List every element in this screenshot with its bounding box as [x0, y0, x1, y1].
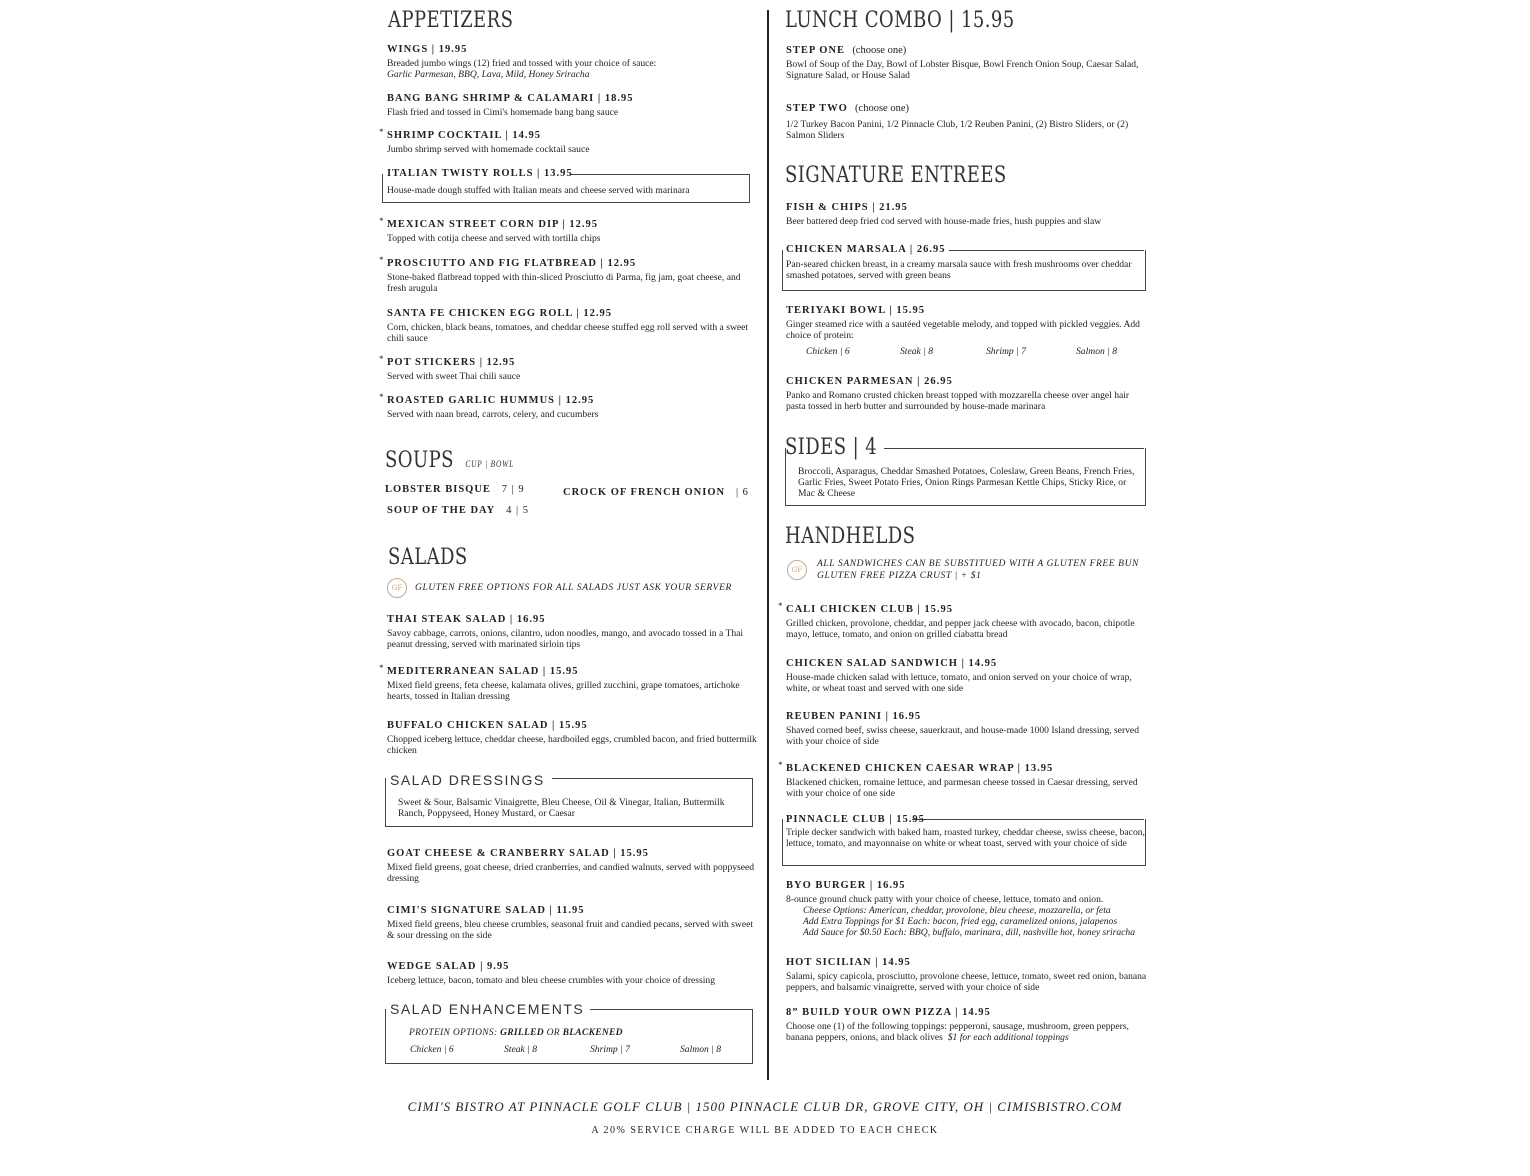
item-name: CALI CHICKEN CLUB | 15.95 — [786, 604, 954, 615]
menu-item — [786, 304, 1148, 341]
gluten-free-bun-note: ALL SANDWICHES CAN BE SUBSTITUED WITH A GLUTEN FREE BUN — [817, 559, 1139, 569]
column-divider — [767, 10, 769, 1080]
grilled-label: GRILLED — [500, 1028, 544, 1038]
gluten-free-crust-note: GLUTEN FREE PIZZA CRUST | + $1 — [817, 571, 982, 581]
menu-item — [379, 216, 759, 244]
item-name: FISH & CHIPS | 21.95 — [786, 202, 908, 213]
protein-option: Salmon | 8 — [680, 1044, 722, 1055]
menu-item — [786, 375, 1148, 412]
menu-item — [387, 719, 759, 756]
signature-entrees-title: SIGNATURE ENTREES — [785, 163, 1007, 188]
item-desc: Served with sweet Thai chili sauce — [387, 371, 521, 382]
item-name: BUFFALO CHICKEN SALAD | 15.95 — [387, 720, 588, 731]
menu-item — [786, 657, 1148, 694]
footer-service-charge: A 20% SERVICE CHARGE WILL BE ADDED TO EACH CHECK — [591, 1125, 939, 1136]
item-name: ITALIAN TWISTY ROLLS | 13.95 — [387, 168, 573, 179]
menu-item — [786, 1006, 1148, 1043]
item-marker: * — [379, 392, 384, 402]
item-desc: Savoy cabbage, carrots, onions, cilantro, udon noodles, mango, and avocado tossed in a Thai peanut dressing, served with marinated sirloin tips — [387, 628, 744, 650]
menu-item — [786, 813, 1148, 849]
protein-option: Steak | 8 — [504, 1044, 538, 1055]
menu-item — [387, 960, 759, 986]
item-name: MEDITERRANEAN SALAD | 15.95 — [387, 666, 579, 677]
item-name: SHRIMP COCKTAIL | 14.95 — [387, 130, 542, 141]
salad-enhancements-title: SALAD ENHANCEMENTS — [390, 1001, 585, 1017]
item-desc: Breaded jumbo wings (12) fried and tossed with your choice of sauce: — [387, 58, 657, 69]
item-name: CIMI'S SIGNATURE SALAD | 11.95 — [387, 905, 585, 916]
item-marker: * — [778, 760, 783, 770]
item-desc: Ginger steamed rice with a sautéed vegetable melody, and topped with pickled veggies. Add choice of protein: — [786, 319, 1140, 341]
menu-item — [387, 92, 759, 118]
item-desc: Panko and Romano crusted chicken breast topped with mozzarella cheese over angel hair pasta tossed in herb butter and surrounded by house-made marinara — [786, 390, 1130, 412]
menu-item — [387, 167, 759, 196]
gluten-free-note: GLUTEN FREE OPTIONS FOR ALL SALADS JUST ASK YOUR SERVER — [415, 583, 732, 593]
lunch-step — [786, 44, 1148, 81]
item-name: PROSCIUTTO AND FIG FLATBREAD | 12.95 — [387, 258, 637, 269]
item-name: CHICKEN MARSALA | 26.95 — [786, 244, 946, 255]
menu-item — [387, 613, 759, 650]
protein-options-label — [409, 1027, 623, 1039]
step-label: STEP ONE — [786, 45, 846, 56]
protein-option: Shrimp | 7 — [590, 1044, 630, 1055]
soup-price: 7 | 9 — [501, 484, 525, 495]
gluten-free-icon: GF — [787, 560, 807, 580]
item-desc: Beer battered deep fried cod served with house-made fries, hush puppies and slaw — [786, 216, 1102, 227]
soup-name: SOUP OF THE DAY — [387, 505, 496, 516]
salad-protein-row — [410, 1044, 750, 1056]
protein-option: Shrimp | 7 — [986, 346, 1026, 357]
item-desc: Mixed field greens, bleu cheese crumbles, seasonal fruit and candied pecans, served with sweet & sour dressing on the side — [387, 919, 754, 941]
item-desc: Topped with cotija cheese and served with tortilla chips — [387, 233, 601, 244]
dressings-list: Sweet & Sour, Balsamic Vinaigrette, Bleu Cheese, Oil & Vinegar, Italian, Buttermilk Ranch, Poppyseed, Honey Mustard, or Caesar — [398, 797, 725, 819]
sides-title: SIDES | 4 — [785, 435, 878, 460]
cheese-options: Cheese Options: American, cheddar, provolone, bleu cheese, mozzarella, or feta — [803, 905, 1111, 916]
item-marker: * — [379, 354, 384, 364]
item-desc: Iceberg lettuce, bacon, tomato and bleu cheese crumbles with your choice of dressing — [387, 975, 716, 986]
item-desc: House-made dough stuffed with Italian meats and cheese served with marinara — [387, 185, 690, 196]
lunch-step — [786, 102, 1148, 141]
step-sub: (choose one) — [855, 103, 909, 114]
item-name: SANTA FE CHICKEN EGG ROLL | 12.95 — [387, 308, 613, 319]
soup-item — [385, 483, 525, 496]
item-desc: Mixed field greens, feta cheese, kalamata olives, grilled zucchini, grape tomatoes, artichoke hearts, tossed in Italian dressing — [387, 680, 740, 702]
menu-item — [786, 879, 1148, 938]
item-name: CHICKEN SALAD SANDWICH | 14.95 — [786, 658, 998, 669]
item-desc: 8-ounce ground chuck patty with your choice of cheese, lettuce, tomato and onion. — [786, 894, 1104, 905]
blackened-label: BLACKENED — [562, 1028, 623, 1038]
menu-item — [379, 354, 759, 382]
menu-item — [786, 243, 1148, 281]
sides-list: Broccoli, Asparagus, Cheddar Smashed Potatoes, Coleslaw, Green Beans, French Fries, Garlic Fries, Sweet Potato Fries, Onion Rings Parmesan Kettle Chips, Sticky Rice, or Mac & Cheese — [798, 466, 1135, 499]
item-name: WINGS | 19.95 — [387, 44, 468, 55]
item-name: WEDGE SALAD | 9.95 — [387, 961, 510, 972]
protein-option: Chicken | 6 — [806, 346, 850, 357]
soups-size-label: CUP | BOWL — [465, 459, 515, 469]
pizza-desc: Choose one (1) of the following toppings: pepperoni, sausage, mushroom, green peppers, banana peppers, onions, and black olives — [786, 1021, 1129, 1043]
menu-item — [778, 601, 1148, 640]
lunch-combo-title: LUNCH COMBO | 15.95 — [785, 8, 1015, 33]
item-desc: Grilled chicken, provolone, cheddar, and pepper jack cheese with avocado, bacon, chipotle mayo, lettuce, tomato, and onion on grilled ciabatta bread — [786, 618, 1135, 640]
soups-title — [385, 448, 514, 473]
menu-item — [387, 307, 759, 344]
soup-item — [563, 486, 749, 499]
item-name: BANG BANG SHRIMP & CALAMARI | 18.95 — [387, 93, 634, 104]
menu-item — [379, 663, 759, 702]
soup-price: | 6 — [735, 487, 749, 498]
item-marker: * — [778, 601, 783, 611]
entree-protein-row — [806, 346, 1146, 358]
extra-toppings: Add Extra Toppings for $1 Each: bacon, fried egg, caramelized onions, jalapenos — [803, 916, 1118, 927]
item-name: CHICKEN PARMESAN | 26.95 — [786, 376, 953, 387]
item-name: MEXICAN STREET CORN DIP | 12.95 — [387, 219, 599, 230]
soup-name: LOBSTER BISQUE — [385, 484, 491, 495]
item-desc: Flash fried and tossed in Cimi's homemade bang bang sauce — [387, 107, 619, 118]
item-name: 8” BUILD YOUR OWN PIZZA | 14.95 — [786, 1007, 991, 1018]
item-name: ROASTED GARLIC HUMMUS | 12.95 — [387, 395, 595, 406]
step-desc: Bowl of Soup of the Day, Bowl of Lobster Bisque, Bowl French Onion Soup, Caesar Salad, Signature Salad, or House Salad — [786, 59, 1139, 81]
soups-title-text: SOUPS — [385, 448, 454, 473]
protein-option: Salmon | 8 — [1076, 346, 1118, 357]
item-desc: Pan-seared chicken breast, in a creamy marsala sauce with fresh mushrooms over cheddar smashed potatoes, served with green beans — [786, 259, 1132, 281]
item-desc: Stone-baked flatbread topped with thin-sliced Prosciutto di Parma, fig jam, goat cheese, and fresh arugula — [387, 272, 741, 294]
item-desc: Mixed field greens, goat cheese, dried cranberries, and candied walnuts, served with poppyseed dressing — [387, 862, 755, 884]
menu-item — [379, 392, 759, 420]
item-marker: * — [379, 255, 384, 265]
salads-title: SALADS — [388, 545, 468, 570]
item-name: GOAT CHEESE & CRANBERRY SALAD | 15.95 — [387, 848, 649, 859]
menu-item — [387, 847, 759, 884]
item-name: POT STICKERS | 12.95 — [387, 357, 516, 368]
item-name: BLACKENED CHICKEN CAESAR WRAP | 13.95 — [786, 763, 1054, 774]
step-sub: (choose one) — [852, 45, 907, 56]
or-label: OR — [543, 1028, 563, 1038]
item-name: TERIYAKI BOWL | 15.95 — [786, 305, 926, 316]
item-desc: Triple decker sandwich with baked ham, roasted turkey, cheddar cheese, swiss cheese, bacon, lettuce, tomato, and mayonnaise on white or wheat toast, served with your choice of side — [786, 827, 1145, 849]
item-name: REUBEN PANINI | 16.95 — [786, 711, 922, 722]
step-label: STEP TWO — [786, 103, 848, 114]
menu-item — [786, 201, 1148, 227]
item-desc: Corn, chicken, black beans, tomatoes, and cheddar cheese stuffed egg roll served with a sweet chili sauce — [387, 322, 749, 344]
footer-address: CIMI'S BISTRO AT PINNACLE GOLF CLUB | 1500 PINNACLE CLUB DR, GROVE CITY, OH | CIMISBISTRO.COM — [407, 1099, 1123, 1114]
protein-option: Chicken | 6 — [410, 1044, 454, 1055]
soup-name: CROCK OF FRENCH ONION — [563, 487, 726, 498]
salad-dressings-title: SALAD DRESSINGS — [390, 772, 545, 788]
appetizers-title: APPETIZERS — [388, 8, 514, 33]
item-desc: House-made chicken salad with lettuce, tomato, and onion served on your choice of wrap, white, or wheat toast and served with one side — [786, 672, 1132, 694]
item-marker: * — [379, 663, 384, 673]
protein-options-prefix: PROTEIN OPTIONS: — [409, 1028, 501, 1038]
gluten-free-note — [817, 558, 1139, 582]
item-desc: Served with naan bread, carrots, celery, and cucumbers — [387, 409, 599, 420]
menu-item — [786, 710, 1148, 747]
item-name: BYO BURGER | 16.95 — [786, 880, 906, 891]
menu-item — [786, 956, 1148, 993]
menu-item — [387, 904, 759, 941]
menu-item — [379, 127, 759, 155]
soup-item — [387, 504, 529, 517]
item-marker: * — [379, 127, 384, 137]
item-desc: Shaved corned beef, swiss cheese, sauerkraut, and house-made 1000 Island dressing, served with your choice of side — [786, 725, 1139, 747]
handhelds-title: HANDHELDS — [785, 524, 916, 549]
menu-item — [778, 760, 1148, 799]
menu-item — [387, 43, 759, 80]
item-marker: * — [379, 216, 384, 226]
soup-price: 4 | 5 — [506, 505, 529, 516]
protein-option: Steak | 8 — [900, 346, 934, 357]
item-name: HOT SICILIAN | 14.95 — [786, 957, 911, 968]
item-name: THAI STEAK SALAD | 16.95 — [387, 614, 546, 625]
item-desc: Salami, spicy capicola, prosciutto, provolone cheese, lettuce, tomato, sweet red onion, banana peppers, and balsamic vinaigrette, served with your choice of side — [786, 971, 1147, 993]
item-desc: Jumbo shrimp served with homemade cocktail sauce — [387, 144, 590, 155]
item-desc: Chopped iceberg lettuce, cheddar cheese, hardboiled eggs, crumbled bacon, and fried buttermilk chicken — [387, 734, 757, 756]
item-desc — [786, 1021, 1148, 1043]
gluten-free-icon: GF — [387, 578, 407, 598]
step-desc: 1/2 Turkey Bacon Panini, 1/2 Pinnacle Club, 1/2 Reuben Panini, (2) Bistro Sliders, or (2) Salmon Sliders — [786, 119, 1129, 141]
item-name: PINNACLE CLUB | 15.95 — [786, 814, 925, 825]
item-desc: Blackened chicken, romaine lettuce, and parmesan cheese tossed in Caesar dressing, served with your choice of one side — [786, 777, 1138, 799]
sauce-options: Add Sauce for $0.50 Each: BBQ, buffalo, marinara, dill, nashville hot, honey sriracha — [803, 927, 1136, 938]
pizza-extra: $1 for each additional toppings — [947, 1032, 1069, 1043]
item-desc-sauces: Garlic Parmesan, BBQ, Lava, Mild, Honey Sriracha — [387, 69, 590, 80]
menu-item — [379, 255, 759, 294]
